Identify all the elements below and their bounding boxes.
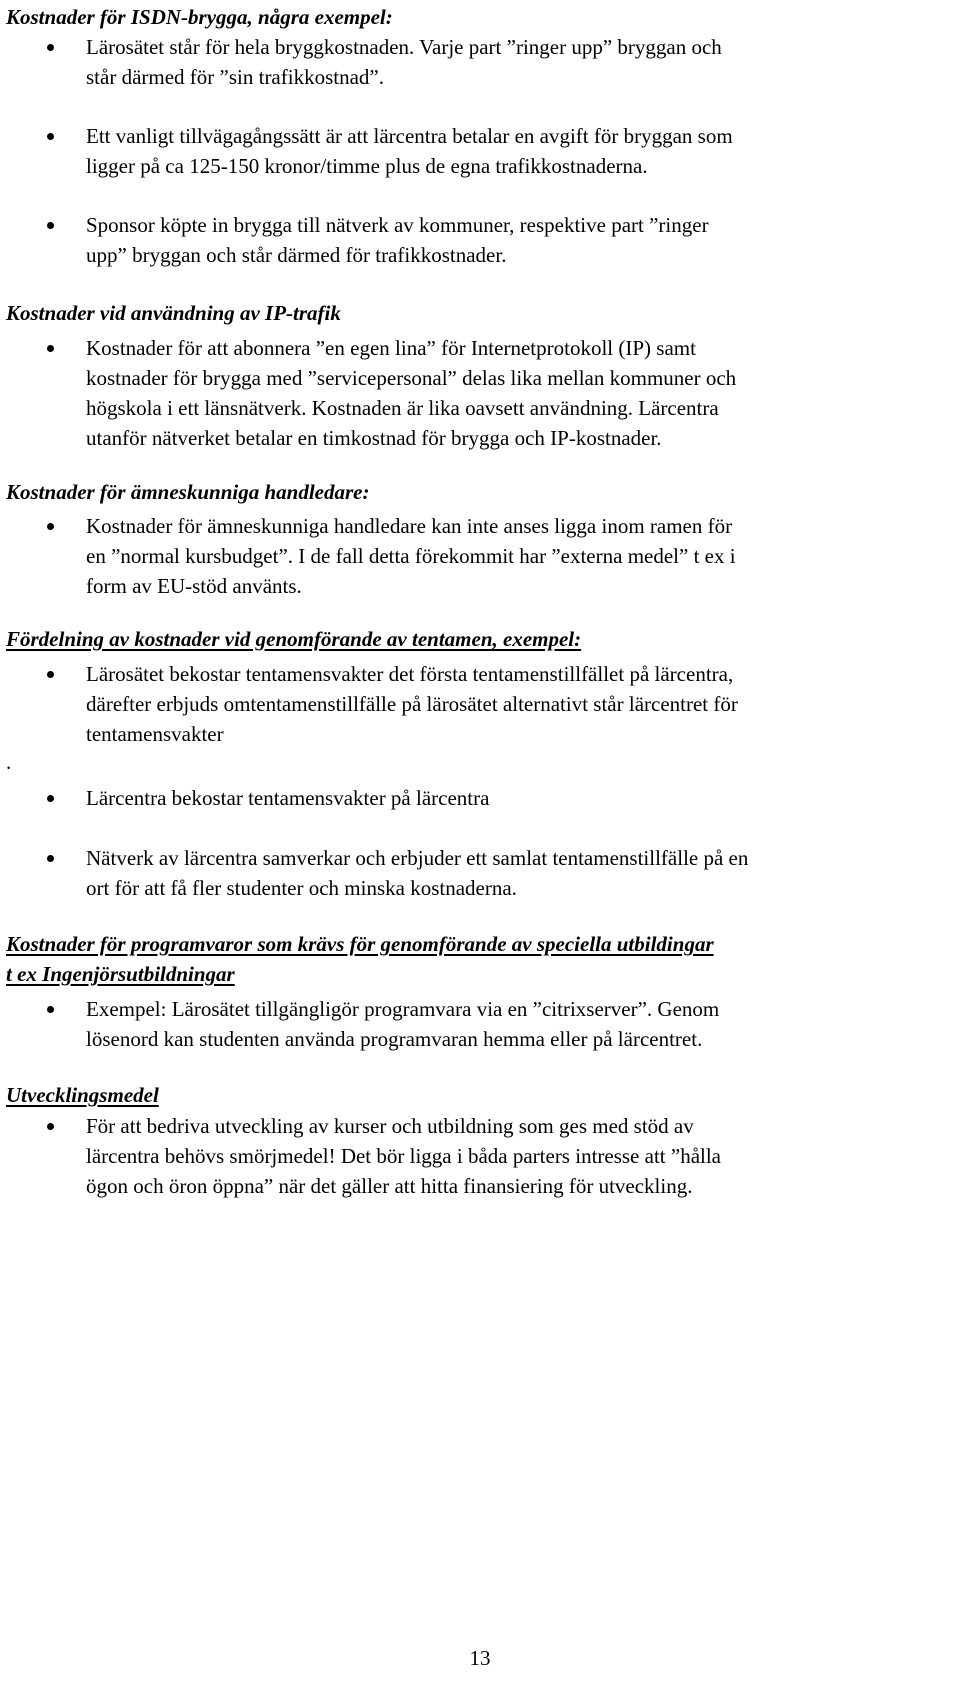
list-item-text: Kostnader för ämneskunniga handledare kan inte anses ligga inom ramen för en ”normal kursbudget”. I de fall detta förekommit har ”externa medel” t ex i form av EU-stöd använts. (86, 514, 736, 598)
section-heading-programvaror-line2: t ex Ingenjörsutbildningar (6, 962, 235, 986)
bullet-icon (47, 855, 54, 862)
section-heading-utvecklingsmedel-text: Utvecklingsmedel (6, 1083, 159, 1107)
section-heading-handledare: Kostnader för ämneskunniga handledare: (6, 480, 370, 504)
page-number: 13 (469, 1646, 491, 1670)
list-item-text: Lärosätet bekostar tentamensvakter det första tentamenstillfället på lärcentra, därefter erbjuds omtentamenstillfälle på lärosätet alternativt står lärcentret för tentamensvakter (86, 662, 738, 746)
bullet-icon (47, 1006, 54, 1013)
section-heading-utvecklingsmedel (6, 1080, 159, 1110)
bullet-icon (47, 44, 54, 51)
bullet-icon (47, 671, 54, 678)
bullet-icon (47, 222, 54, 229)
list-item-text: Exempel: Lärosätet tillgängligör programvara via en ”citrixserver”. Genom lösenord kan studenten använda programvaran hemma eller på lärcentret. (86, 997, 720, 1051)
section-heading-programvaror (6, 929, 714, 989)
bullet-icon (47, 133, 54, 140)
bullet-icon (47, 795, 54, 802)
list-item-text: För att bedriva utveckling av kurser och utbildning som ges med stöd av lärcentra behövs smörjmedel! Det bör ligga i båda parters intresse att ”hålla ögon och öron öppna” när det gäller att hitta finansiering för utveckling. (86, 1114, 722, 1198)
section-heading-tentamen-text: Fördelning av kostnader vid genomförande av tentamen, exempel: (6, 627, 582, 651)
section-heading-tentamen (6, 624, 581, 654)
section-heading-ip-trafik: Kostnader vid användning av IP-trafik (6, 301, 341, 325)
section-heading-programvaror-line1: Kostnader för programvaror som krävs för genomförande av speciella utbildingar (6, 932, 714, 956)
list-item-text: Nätverk av lärcentra samverkar och erbjuder ett samlat tentamenstillfälle på en ort för att få fler studenter och minska kostnaderna. (86, 846, 749, 900)
stray-period: . (6, 750, 12, 774)
list-item-text: Sponsor köpte in brygga till nätverk av kommuner, respektive part ”ringer upp” bryggan och står därmed för trafikkostnader. (86, 213, 709, 267)
bullet-icon (47, 345, 54, 352)
bullet-icon (47, 523, 54, 530)
list-item-text: Lärosätet står för hela bryggkostnaden. Varje part ”ringer upp” bryggan och står därmed för ”sin trafikkostnad”. (86, 35, 722, 89)
list-item-text: Ett vanligt tillvägagångssätt är att lärcentra betalar en avgift för bryggan som ligger på ca 125-150 kronor/timme plus de egna trafikkostnaderna. (86, 124, 733, 178)
list-item-text: Lärcentra bekostar tentamensvakter på lärcentra (86, 786, 490, 810)
section-heading-isdn: Kostnader för ISDN-brygga, några exempel: (6, 5, 393, 29)
bullet-icon (47, 1123, 54, 1130)
list-item-text: Kostnader för att abonnera ”en egen lina” för Internetprotokoll (IP) samt kostnader för brygga med ”servicepersonal” delas lika mellan kommuner och högskola i ett länsnätverk. Kostnaden är lika oavsett användning. Lärcentra utanför nätverket betalar en timkostnad för brygga och IP-kostnader. (86, 336, 737, 450)
